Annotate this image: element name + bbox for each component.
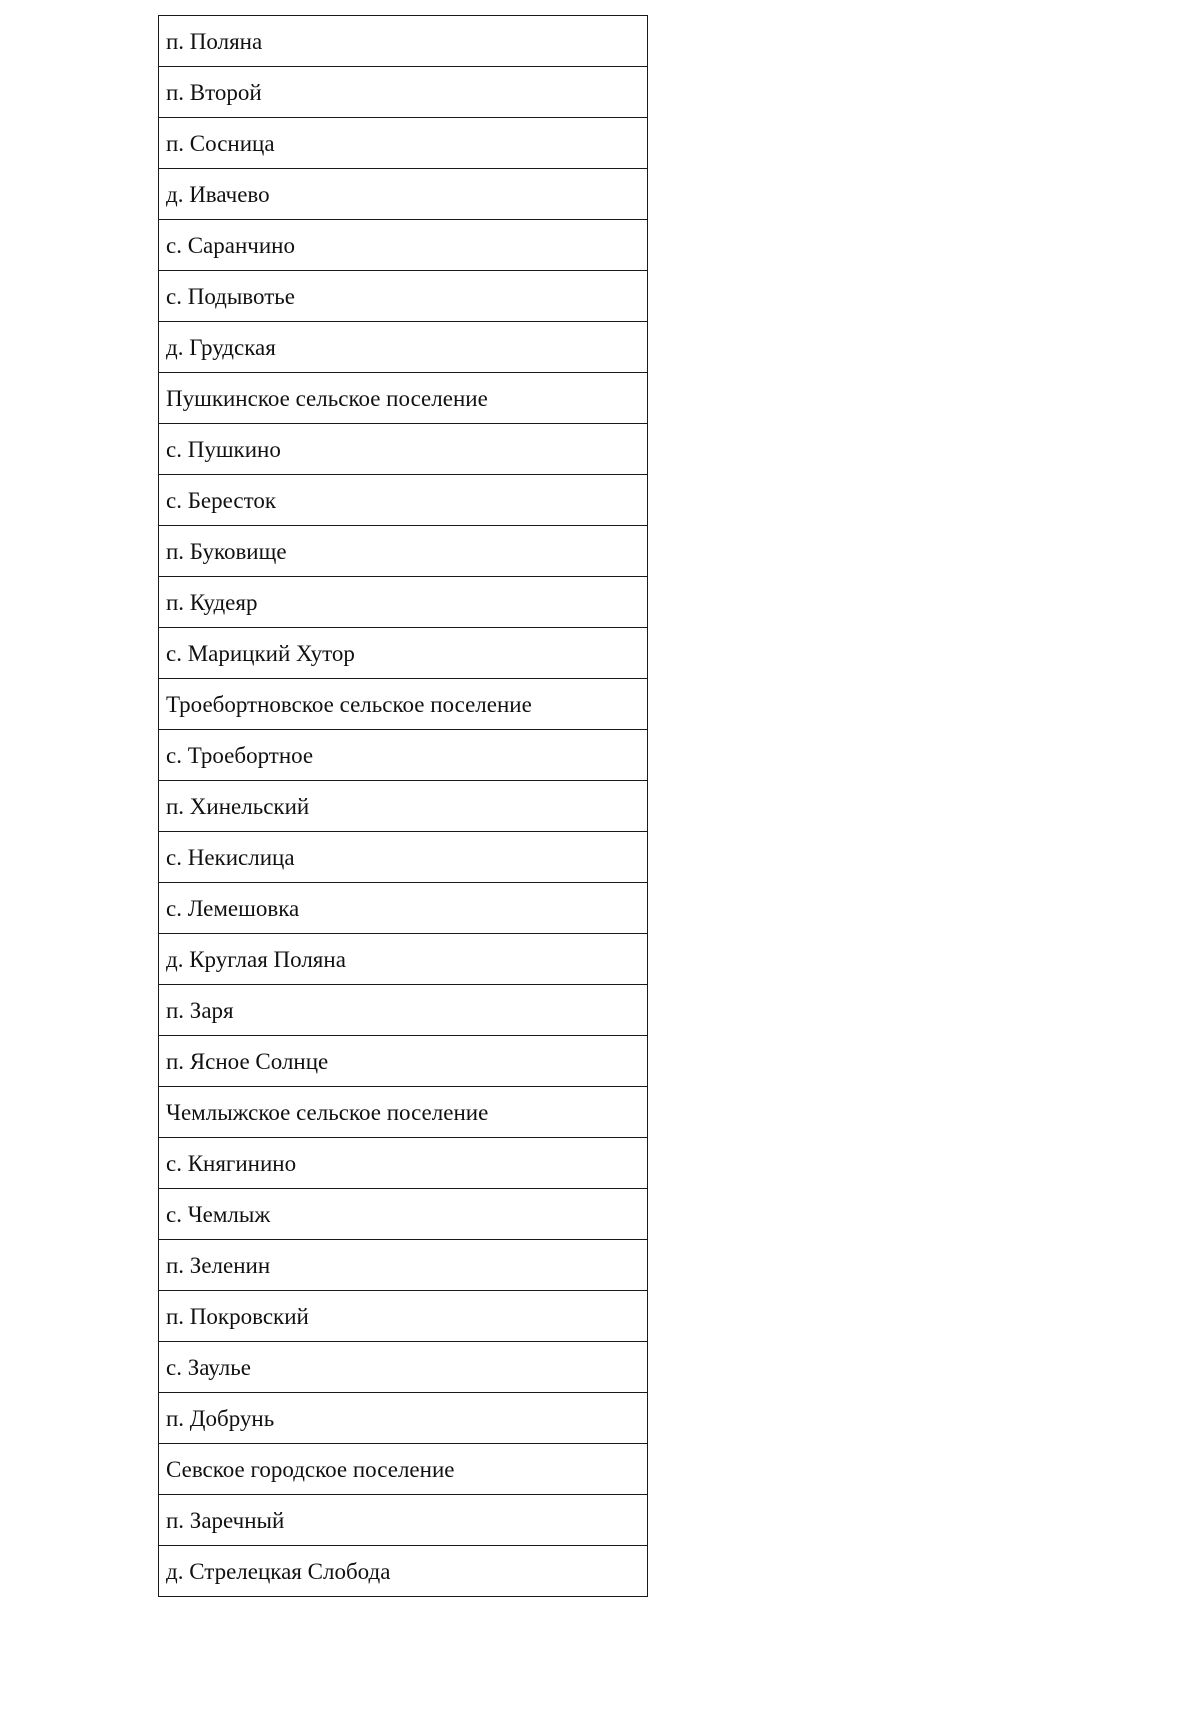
table-cell: с. Княгинино [159,1138,648,1189]
table-row [159,730,648,781]
table-cell: Пушкинское сельское поселение [159,373,648,424]
table-row [159,169,648,220]
table-cell: п. Сосница [159,118,648,169]
table-cell: с. Саранчино [159,220,648,271]
table-row [159,1495,648,1546]
table-cell: с. Подывотье [159,271,648,322]
table-cell: с. Заулье [159,1342,648,1393]
table-cell: Троебортновское сельское поселение [159,679,648,730]
table-cell: д. Ивачево [159,169,648,220]
table-cell: д. Грудская [159,322,648,373]
table-row [159,1546,648,1597]
table-cell: п. Ясное Солнце [159,1036,648,1087]
table-cell: с. Лемешовка [159,883,648,934]
table-row [159,373,648,424]
table-cell: п. Буковище [159,526,648,577]
table-row [159,1291,648,1342]
table-row [159,1342,648,1393]
table-cell: п. Добрунь [159,1393,648,1444]
table-row [159,628,648,679]
table-row [159,67,648,118]
table-cell: с. Троебортное [159,730,648,781]
settlements-table [158,15,648,1597]
table-cell: п. Хинельский [159,781,648,832]
table-cell: п. Второй [159,67,648,118]
settlements-table-body [159,16,648,1597]
table-cell: с. Пушкино [159,424,648,475]
table-row [159,220,648,271]
table-row [159,934,648,985]
table-cell: д. Круглая Поляна [159,934,648,985]
table-cell: с. Бересток [159,475,648,526]
table-row [159,526,648,577]
table-row [159,781,648,832]
table-row [159,1189,648,1240]
table-row [159,16,648,67]
table-row [159,1087,648,1138]
table-cell: п. Заря [159,985,648,1036]
table-row [159,322,648,373]
table-row [159,985,648,1036]
table-row [159,271,648,322]
table-row [159,1240,648,1291]
table-row [159,1444,648,1495]
table-row [159,883,648,934]
table-row [159,1036,648,1087]
table-cell: Севское городское поселение [159,1444,648,1495]
table-cell: п. Заречный [159,1495,648,1546]
table-cell: п. Зеленин [159,1240,648,1291]
table-row [159,424,648,475]
table-row [159,577,648,628]
table-cell: п. Покровский [159,1291,648,1342]
table-row [159,679,648,730]
table-cell: с. Чемлыж [159,1189,648,1240]
table-cell: д. Стрелецкая Слобода [159,1546,648,1597]
table-row [159,1138,648,1189]
table-cell: Чемлыжское сельское поселение [159,1087,648,1138]
table-cell: п. Кудеяр [159,577,648,628]
table-cell: с. Некислица [159,832,648,883]
table-row [159,1393,648,1444]
table-cell: с. Марицкий Хутор [159,628,648,679]
table-row [159,118,648,169]
table-row [159,475,648,526]
table-cell: п. Поляна [159,16,648,67]
table-row [159,832,648,883]
